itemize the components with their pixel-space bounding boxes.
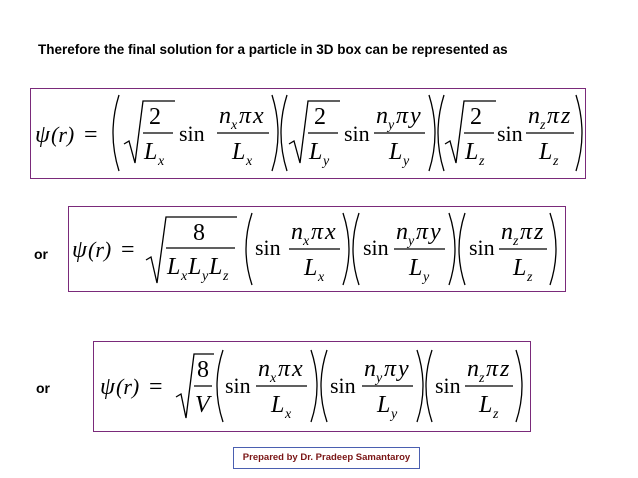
paren-right <box>550 213 556 285</box>
variable-y: y <box>398 356 409 382</box>
denominator-L: L <box>479 392 493 418</box>
r-argument: (r) <box>88 237 112 262</box>
sin-function: sin <box>225 373 251 398</box>
sin-function: sin <box>363 235 389 260</box>
subscript-y: y <box>323 154 330 169</box>
or-label: or <box>36 380 50 396</box>
psi-symbol: ψ <box>100 374 115 400</box>
subscript-x: x <box>270 371 277 386</box>
subscript-z: z <box>540 118 546 133</box>
numerator-eight: 8 <box>193 220 205 246</box>
variable-y: y <box>410 103 421 129</box>
pi-symbol: π <box>311 219 324 245</box>
variable-y: y <box>430 219 441 245</box>
sin-function: sin <box>255 235 281 260</box>
subscript-z: z <box>479 154 485 169</box>
subscript-y: y <box>403 154 410 169</box>
paren-left <box>113 95 119 171</box>
subscript-z: z <box>527 270 533 285</box>
subscript-z: z <box>479 371 485 386</box>
denominator-L: L <box>188 254 202 280</box>
equation-2 <box>69 207 564 290</box>
variable-x: x <box>292 356 303 382</box>
equation-1-box <box>30 88 586 179</box>
paren-left <box>281 95 287 171</box>
variable-z: z <box>534 219 544 245</box>
or-label: or <box>34 246 48 262</box>
numerator-n: n <box>258 356 270 382</box>
numerator-two: 2 <box>149 104 161 130</box>
equation-3-box <box>93 341 531 432</box>
variable-x: x <box>325 219 336 245</box>
subscript-z: z <box>493 407 499 422</box>
paren-right <box>576 95 582 171</box>
denominator-L: L <box>144 139 158 165</box>
paren-right <box>311 350 317 422</box>
equals-sign: = <box>121 237 135 263</box>
numerator-two: 2 <box>470 104 482 130</box>
variable-x: x <box>253 103 264 129</box>
numerator-n: n <box>501 219 513 245</box>
subscript-y: y <box>408 234 415 249</box>
denominator-L: L <box>389 139 403 165</box>
pi-symbol: π <box>239 103 252 129</box>
psi-symbol: ψ <box>72 237 87 263</box>
denominator-L: L <box>304 255 318 281</box>
pi-symbol: π <box>486 356 499 382</box>
denominator-L: L <box>409 255 423 281</box>
psi-symbol: ψ <box>35 122 50 148</box>
subscript-z: z <box>513 234 519 249</box>
paren-right <box>343 213 349 285</box>
subscript-x: x <box>231 118 238 133</box>
paren-left <box>217 350 223 422</box>
subscript-x: x <box>318 270 325 285</box>
equation-3 <box>94 342 529 430</box>
heading: Therefore the final solution for a particle in 3D box can be represented as <box>38 42 508 57</box>
variable-z: z <box>561 103 571 129</box>
numerator-n: n <box>396 219 408 245</box>
pi-symbol: π <box>547 103 560 129</box>
subscript-y: y <box>388 118 395 133</box>
denominator-L: L <box>465 139 479 165</box>
paren-left <box>321 350 327 422</box>
pi-symbol: π <box>384 356 397 382</box>
numerator-eight: 8 <box>197 357 209 383</box>
numerator-n: n <box>364 356 376 382</box>
paren-left <box>438 95 444 171</box>
paren-left <box>426 350 432 422</box>
paren-right <box>516 350 522 422</box>
denominator-L: L <box>539 139 553 165</box>
variable-z: z <box>500 356 510 382</box>
pi-symbol: π <box>416 219 429 245</box>
equals-sign: = <box>84 122 98 148</box>
subscript-y: y <box>423 270 430 285</box>
paren-left <box>459 213 465 285</box>
numerator-n: n <box>467 356 479 382</box>
paren-left <box>246 213 252 285</box>
denominator-L: L <box>167 254 181 280</box>
pi-symbol: π <box>520 219 533 245</box>
sin-function: sin <box>330 373 356 398</box>
sin-function: sin <box>435 373 461 398</box>
numerator-n: n <box>376 103 388 129</box>
denominator-L: L <box>377 392 391 418</box>
subscript-x: x <box>158 154 165 169</box>
subscript-x: x <box>181 269 188 284</box>
subscript-x: x <box>285 407 292 422</box>
author-credit: Prepared by Dr. Pradeep Samantaroy <box>233 447 420 469</box>
paren-right <box>272 95 278 171</box>
sin-function: sin <box>497 121 523 146</box>
subscript-x: x <box>246 154 253 169</box>
denominator-L: L <box>232 139 246 165</box>
denominator-L: L <box>309 139 323 165</box>
subscript-y: y <box>391 407 398 422</box>
pi-symbol: π <box>278 356 291 382</box>
denominator-V: V <box>195 392 210 418</box>
equals-sign: = <box>149 374 163 400</box>
paren-right <box>429 95 435 171</box>
equation-2-box <box>68 206 566 292</box>
subscript-y: y <box>376 371 383 386</box>
equation-1 <box>31 89 584 177</box>
sin-function: sin <box>179 121 205 146</box>
pi-symbol: π <box>396 103 409 129</box>
sin-function: sin <box>469 235 495 260</box>
denominator-L: L <box>271 392 285 418</box>
subscript-z: z <box>553 154 559 169</box>
r-argument: (r) <box>116 374 140 399</box>
numerator-two: 2 <box>314 104 326 130</box>
numerator-n: n <box>291 219 303 245</box>
subscript-z: z <box>223 269 229 284</box>
denominator-L: L <box>513 255 527 281</box>
denominator-L: L <box>209 254 223 280</box>
subscript-y: y <box>202 269 209 284</box>
paren-right <box>417 350 423 422</box>
subscript-x: x <box>303 234 310 249</box>
numerator-n: n <box>219 103 231 129</box>
numerator-n: n <box>528 103 540 129</box>
r-argument: (r) <box>51 122 75 147</box>
sin-function: sin <box>344 121 370 146</box>
paren-right <box>449 213 455 285</box>
paren-left <box>353 213 359 285</box>
